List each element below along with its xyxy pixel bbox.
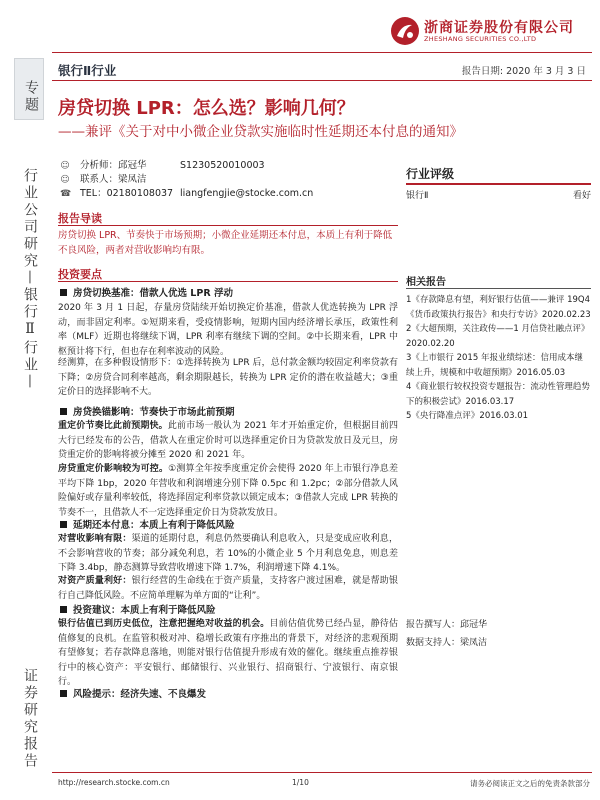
analyst-label: 分析师：邱冠华 bbox=[80, 160, 147, 171]
section-heading-4: 投资建议：本质上有利于降低风险 bbox=[60, 602, 216, 616]
header-rule-top bbox=[52, 52, 592, 53]
related-reports-rule bbox=[406, 288, 591, 289]
side-label-industry: 行业公司研究—银行Ⅱ行业— bbox=[22, 168, 38, 391]
section-heading-5: 风险提示：经济失速、不良爆发 bbox=[60, 686, 206, 700]
company-name-en: ZHESHANG SECURITIES CO.,LTD bbox=[424, 35, 537, 43]
paragraph-5-lead: 对营收影响有限： bbox=[58, 534, 132, 544]
section-heading-2: 房贷换锚影响：节奏快于市场此前预期 bbox=[60, 404, 235, 418]
phone-icon: ☎ bbox=[60, 189, 72, 199]
guide-text: 房贷切换 LPR、节奏快于市场预期；小微企业延期还本付息，本质上有利于降低不良风险，两者对营收影响均有限。 bbox=[58, 230, 393, 256]
rating-row bbox=[406, 188, 591, 201]
related-report-item[interactable]: 1《存款降息有望，利好银行估值——兼评 19Q4《货币政策执行报告》和央行专访》2020.02.23 bbox=[406, 295, 591, 320]
author-row bbox=[60, 159, 400, 173]
related-report-item[interactable]: 5《央行降准点评》2016.03.01 bbox=[406, 411, 529, 421]
paragraph-6: 对资产质量利好：银行经营的生命线在于资产质量，支持客户渡过困难，就是帮助银行自己降低风险。不应简单理解为单方面的“让利”。 bbox=[58, 576, 398, 601]
side-label-report: 证券研究报告 bbox=[22, 668, 38, 770]
paragraph-1: 2020 年 3 月 1 日起，存量房贷陆续开始切换定价基准，借款人优选转换为 LPR 浮动，而非固定利率。①短期来看，受疫情影响，短期内国内经济增长承压，政策性利率（MLF）近期也将继续下调，LPR 利率有继续下调的空间。②中长期来看，LPR 中枢预计将下行，但也存在利率波动的风险。 bbox=[58, 303, 398, 357]
phone-number: TEL：02180108037 bbox=[80, 188, 174, 199]
related-report-item[interactable]: 4《商业银行较权投资专题报告：流动性管理趋势下的积极尝试》2016.03.17 bbox=[406, 382, 590, 407]
footer-rule bbox=[52, 772, 592, 773]
paragraph-7-lead: 银行估值已到历史低位，注意把握绝对收益的机会。 bbox=[58, 619, 270, 629]
person-icon: ☺ bbox=[60, 175, 70, 185]
company-logo-icon bbox=[390, 16, 420, 46]
report-date: 报告日期: 2020 年 3 月 3 日 bbox=[461, 66, 586, 77]
related-report-item[interactable]: 2《大超预期，关注政传——1 月信贷社融点评》2020.02.20 bbox=[406, 324, 590, 349]
author-row bbox=[60, 187, 400, 201]
rating-rule bbox=[406, 183, 591, 185]
page-subtitle: ——兼评《关于对中小微企业贷款实施临时性延期还本付息的通知》 bbox=[58, 124, 463, 140]
bullet-square-icon bbox=[60, 606, 67, 613]
paragraph-7: 银行估值已到历史低位，注意把握绝对收益的机会。目前估值优势已经凸显，静待估值修复的良机。在监管积极对冲、稳增长政策有序推出的背景下，对经济的悲观预期有望修复；若存款降息落地，则能对银行估值提升形成有效的催化。继续重点推荐银行中的核心资产：平安银行、邮储银行、兴业银行、招商银行、宁波银行、南京银行。 bbox=[58, 619, 398, 687]
paragraph-3: 重定价节奏比此前预期快。此前市场一般认为 2021 年才开始重定价，但根据目前四大行已经发布的公告，借款人在重定价时可以选择重定价日为贷款发放日及元旦，房贷重定价的影响将被分摊至 2020 和 2021 年。 bbox=[58, 421, 398, 460]
rating-industry: 银行Ⅱ bbox=[406, 191, 429, 201]
related-report-item[interactable]: 3《上市银行 2015 年报业绩综述：信用成本继续上升，规模和中收超预期》2016.05.03 bbox=[406, 353, 583, 378]
paragraph-4: 房贷重定价影响较为可控。①测算全年按季度重定价会使得 2020 年上市银行净息差平均下降 1bp，2020 年营收和利润增速分别下降 0.5pc 和 1.2pc；②部分借款人风险偏好或存量利率较低，将选择固定利率贷款以锁定成本；③借款人完成 LPR 转换的节奏不一，且借款人不一定选择重定价日为贷款发放日。 bbox=[58, 464, 398, 518]
bullet-square-icon bbox=[60, 690, 67, 697]
company-logo bbox=[390, 14, 590, 48]
data-support: 数据支持人：梁凤洁 bbox=[406, 638, 488, 648]
bullet-square-icon bbox=[60, 408, 67, 415]
points-rule bbox=[58, 281, 398, 282]
page-title: 房贷切换 LPR：怎么选？影响几何？ bbox=[58, 98, 355, 119]
footer-website-link[interactable]: http://research.stocke.com.cn bbox=[58, 778, 170, 787]
page-number: 1/10 bbox=[292, 778, 309, 787]
bullet-square-icon bbox=[60, 289, 67, 296]
email-link[interactable]: liangfengjie@stocke.com.cn bbox=[180, 188, 314, 199]
guide-title: 报告导读 bbox=[58, 212, 102, 225]
company-name-cn: 浙商证券股份有限公司 bbox=[424, 20, 574, 36]
guide-rule bbox=[58, 225, 398, 226]
contact-label: 联系人：梁凤洁 bbox=[80, 174, 147, 185]
paragraph-3-lead: 重定价节奏比此前预期快。 bbox=[58, 421, 168, 431]
report-writer: 报告撰写人：邱冠华 bbox=[406, 620, 488, 630]
paragraph-6-lead: 对资产质量利好： bbox=[58, 576, 132, 586]
person-icon: ☺ bbox=[60, 161, 70, 171]
section-heading-1: 房贷切换基准：借款人优选 LPR 浮动 bbox=[60, 285, 233, 299]
related-reports-title: 相关报告 bbox=[406, 277, 446, 288]
analyst-license: S1230520010003 bbox=[180, 160, 265, 171]
rating-title: 行业评级 bbox=[406, 167, 455, 181]
side-label-topic: 专题 bbox=[23, 80, 39, 114]
author-block bbox=[60, 159, 400, 201]
section-heading-3: 延期还本付息：本质上有利于降低风险 bbox=[60, 517, 235, 531]
paragraph-4-lead: 房贷重定价影响较为可控。 bbox=[58, 464, 169, 474]
paragraph-2: 经测算，在多种假设情形下：①选择转换为 LPR 后，总付款金额均较固定利率贷款有下降；②房贷合同利率越高，剩余期限越长，转换为 LPR 定价的潜在收益越大；③重定价日的选择影响不大。 bbox=[58, 358, 398, 397]
header-rule-bottom bbox=[52, 80, 592, 81]
footer-disclaimer: 请务必阅读正文之后的免责条款部分 bbox=[470, 779, 590, 788]
industry-category: 银行Ⅱ行业 bbox=[58, 63, 117, 78]
points-title: 投资要点 bbox=[58, 268, 102, 281]
rating-value: 看好 bbox=[572, 191, 591, 201]
related-reports-list bbox=[406, 293, 591, 424]
author-row bbox=[60, 173, 400, 187]
bullet-square-icon bbox=[60, 521, 67, 528]
assist-block bbox=[406, 616, 591, 652]
paragraph-5: 对营收影响有限：渠道的延期付息，利息仍然要确认利息收入，只是变成应收利息，不会影响营收的节奏；部分减免利息，若 10%的小微企业 5 个月利息免息，则息差下降 3.4bp，静态测算导致营收增速下降 1.7%，利润增速下降 4.1%。 bbox=[58, 534, 398, 573]
